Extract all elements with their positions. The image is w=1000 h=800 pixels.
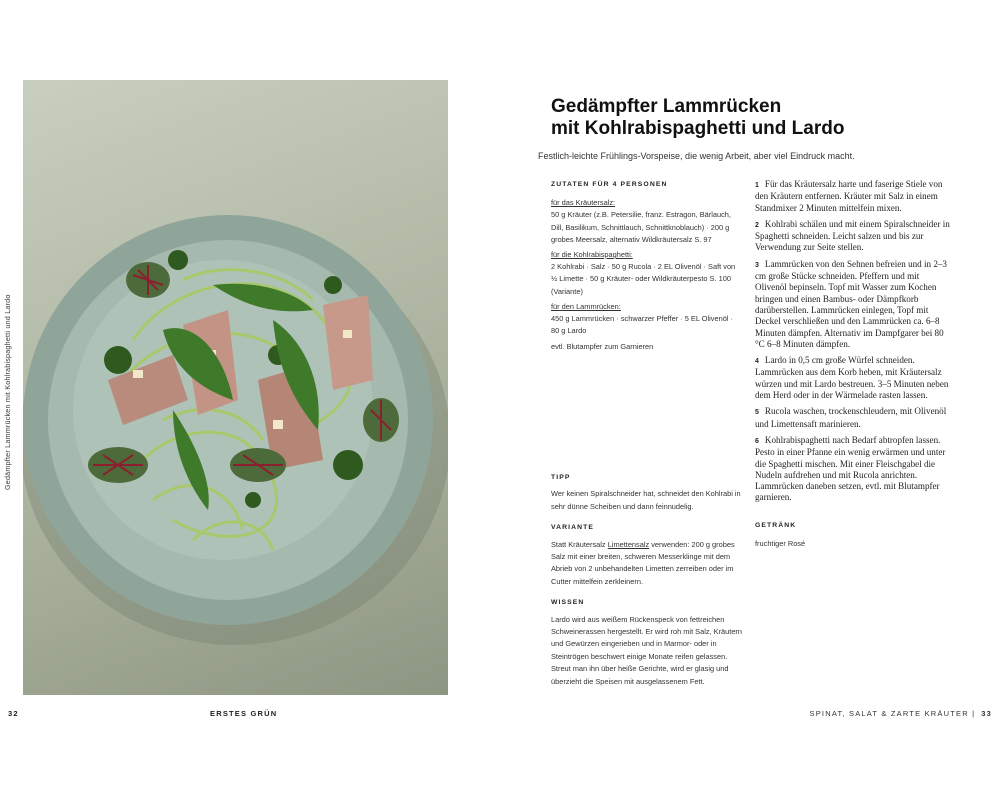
ingredient-group-title: für die Kohlrabispaghetti: bbox=[551, 250, 633, 260]
drink-section bbox=[755, 522, 950, 548]
step-text: Lardo in 0,5 cm große Würfel schneiden. Lammrücken aus dem Korb heben, mit Kräutersalz würzen und mit Lardo bestreuen. 3–5 Minuten neben dem Herd oder in der Wärmelade rasten lassen. bbox=[755, 355, 949, 401]
ingredient-line: 450 g Lammrücken · schwarzer Pfeffer · 5 EL Olivenöl · bbox=[551, 314, 733, 324]
ingredient-line: grobes Meersalz, alternativ Wildkräutersalz S. 97 bbox=[551, 234, 712, 244]
step-text: Für das Kräutersalz harte und faserige Stiele von den Kräutern entfernen. Kräuter mit Salz in einem Standmixer 2 Minuten mittelfein mixen. bbox=[755, 179, 943, 213]
step-item bbox=[755, 259, 950, 350]
side-caption bbox=[3, 290, 17, 490]
knowledge-text: Lardo wird aus weißem Rückenspeck von fettreichen Schweinerassen hergestellt. Er wird roh mit Salz, Kräutern und Gewürzen eingerieben und in Marmor- oder in Steintrögen beschwert einige Monate reifen gelassen. Streut man ihn über heiße Gerichte, wird er glasig und überzieht die Speisen mit ausgelassenem Fett. bbox=[551, 614, 743, 686]
ingredient-group-title: für das Kräutersalz: bbox=[551, 198, 616, 208]
tip-heading: TIPP bbox=[551, 474, 571, 481]
step-number: 6 bbox=[755, 437, 759, 445]
ingredient-line: (Variante) bbox=[551, 286, 583, 296]
left-chapter-title: ERSTES GRÜN bbox=[210, 709, 278, 718]
recipe-intro: Festlich-leichte Frühlings-Vorspeise, die wenig Arbeit, aber viel Eindruck macht. bbox=[538, 151, 855, 161]
step-number: 5 bbox=[755, 409, 759, 417]
right-chapter-title: SPINAT, SALAT & ZARTE KRÄUTER | bbox=[809, 709, 976, 718]
ingredient-group bbox=[551, 301, 746, 338]
ingredient-group-title: für den Lammrücken: bbox=[551, 301, 621, 311]
step-item bbox=[755, 355, 950, 401]
ingredient-group bbox=[551, 249, 746, 298]
tip-text: Wer keinen Spiralschneider hat, schneidet den Kohlrabi in sehr dünne Scheiben und dann feinnudelig. bbox=[551, 489, 741, 511]
ingredient-line: ½ Limette · 50 g Kräuter- oder Wildkräuterpesto S. 100 bbox=[551, 274, 731, 284]
knowledge-heading: WISSEN bbox=[551, 599, 585, 607]
variant-text-after: verwenden: 200 g grobes Salz mit einer breiten, schweren Messerklinge mit dem Abrieb von 2 unbehandelten Limetten zerreiben oder im Cutter mittelfein zerkleinern. bbox=[551, 539, 735, 586]
left-page-number: 32 bbox=[8, 709, 19, 718]
step-item bbox=[755, 435, 950, 504]
right-footer bbox=[810, 709, 992, 718]
recipe-title-line-2: mit Kohlrabispaghetti und Lardo bbox=[551, 118, 845, 139]
drink-text: fruchtiger Rosé bbox=[755, 539, 806, 548]
garnish-line: evtl. Blutampfer zum Garnieren bbox=[551, 342, 654, 352]
ingredient-line: Dill, Basilikum, Schnittlauch, Schnittknoblauch) · 200 g bbox=[551, 222, 730, 232]
dish-illustration bbox=[23, 80, 448, 695]
step-number: 1 bbox=[755, 182, 759, 189]
variant-heading: VARIANTE bbox=[551, 524, 595, 532]
step-text: Kohlrabispaghetti nach Bedarf abtropfen lassen. Pesto in einer Pfanne ein wenig erwärmen und unter die Spaghetti mischen. Mit einer Fleischgabel die Nudeln aufdrehen und mit Rucola anrichten. Lammrücken daneben setzen, evtl. mit Blutampfer garnieren. bbox=[755, 434, 946, 503]
step-item bbox=[755, 219, 950, 254]
recipe-title-line-1: Gedämpfter Lammrücken bbox=[551, 96, 782, 117]
drink-heading: GETRÄNK bbox=[755, 522, 797, 529]
dish-photo bbox=[23, 80, 448, 695]
ingredients-section bbox=[551, 179, 746, 354]
step-number: 3 bbox=[755, 261, 759, 269]
notes-section bbox=[551, 472, 746, 697]
side-caption-text: Gedämpfter Lammrücken mit Kohlrabispaghetti und Lardo bbox=[3, 294, 12, 490]
step-number: 4 bbox=[755, 358, 759, 366]
step-text: Kohlrabi schälen und mit einem Spiralschneider in Spaghetti schneiden. Leicht salzen und bis zur Verwendung zur Seite stellen. bbox=[755, 218, 950, 253]
ingredient-line: 50 g Kräuter (z.B. Petersilie, franz. Estragon, Bärlauch, bbox=[551, 210, 731, 220]
variant-text bbox=[551, 539, 746, 589]
step-item bbox=[755, 179, 950, 214]
ingredients-heading: ZUTATEN FÜR 4 PERSONEN bbox=[551, 181, 668, 188]
ingredient-group bbox=[551, 197, 746, 246]
right-page-number: 33 bbox=[981, 709, 992, 718]
steps-section bbox=[755, 179, 950, 509]
variant-link[interactable]: Limettensalz bbox=[607, 539, 650, 549]
step-text: Lammrücken von den Sehnen befreien und in 2–3 cm große Stücke schneiden. Pfeffern und mit Olivenöl bepinseln. Topf mit Wasser zum Kochen bringen und einen Bambus- oder Dämpfkorb darüberstellen. Lammrücken einlegen, Topf mit Deckel verschließen und den Lammrücken ca. 6–8 Minuten dämpfen. Alternativ im Dampfgarer bei 80 °C 6–8 Minuten dämpfen. bbox=[755, 258, 947, 349]
step-item bbox=[755, 406, 950, 430]
ingredient-line: 2 Kohlrabi · Salz · 50 g Rucola · 2 EL Olivenöl · Saft von bbox=[551, 262, 736, 272]
step-number: 2 bbox=[755, 221, 759, 229]
recipe-title bbox=[551, 96, 931, 140]
ingredient-line: 80 g Lardo bbox=[551, 326, 587, 336]
variant-text-before: Statt Kräutersalz bbox=[551, 539, 608, 549]
step-text: Rucola waschen, trockenschleudern, mit Olivenöl und Limettensaft marinieren. bbox=[755, 406, 947, 429]
